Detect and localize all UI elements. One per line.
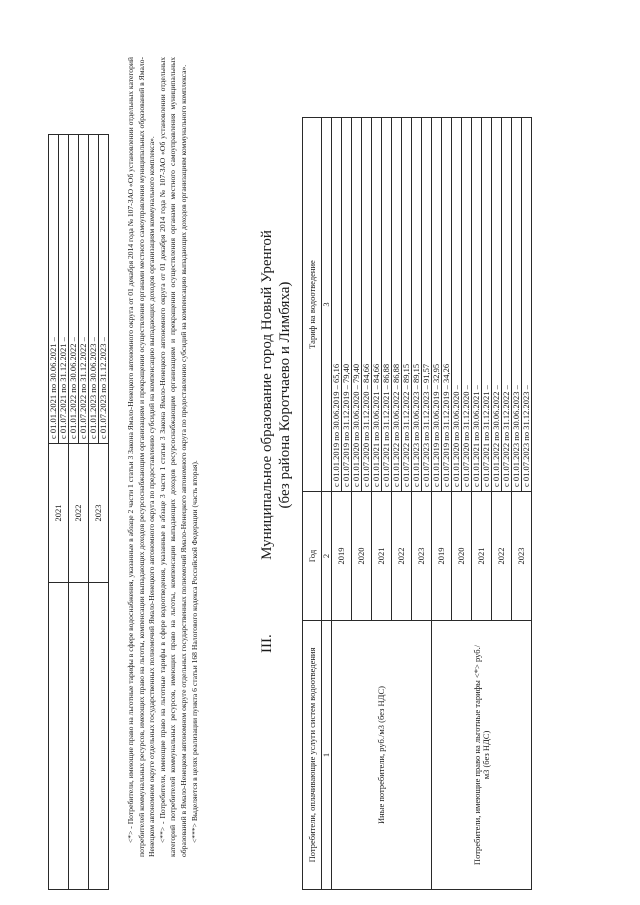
- tariff-period: с 01.01.2020 по 30.06.2020 – 79,40: [352, 118, 362, 492]
- top-table-wrapper: [48, 134, 109, 890]
- top-table-col1: [49, 721, 69, 890]
- top-table-year: 2022: [69, 444, 89, 583]
- table-row: [69, 135, 79, 890]
- col-number-2: 2: [322, 492, 332, 621]
- footnotes: [126, 57, 200, 857]
- group1-year: 2022: [392, 492, 412, 621]
- section-number: III.: [259, 634, 275, 653]
- main-table-wrapper: [302, 117, 532, 890]
- header-consumers: Потребители, оплачивающие услуги систем водоотведения: [303, 621, 322, 890]
- top-table-period: с 01.01.2021 по 30.06.2021 –: [49, 135, 59, 444]
- tariff-period: с 01.01.2023 по 30.06.2023 –: [512, 118, 522, 492]
- tariff-period: с 01.07.2021 по 31.12.2021 –: [482, 118, 492, 492]
- column-number-row: [322, 118, 332, 890]
- tariff-period: с 01.01.2019 по 30.06.2019 – 32,95: [432, 118, 442, 492]
- tariff-period: с 01.01.2023 по 30.06.2023 – 89,15: [412, 118, 422, 492]
- group2-year: 2023: [512, 492, 532, 621]
- tariff-period: с 01.07.2020 по 31.12.2020 –: [462, 118, 472, 492]
- top-table-col2: [49, 583, 69, 722]
- group2-year: 2021: [472, 492, 492, 621]
- top-table-period: с 01.07.2021 по 31.12.2021 –: [59, 135, 69, 444]
- table-row: [49, 135, 59, 890]
- tariff-period: с 01.01.2021 по 30.06.2021 – 84,66: [372, 118, 382, 492]
- header-row: [303, 118, 322, 890]
- group1-year: 2023: [412, 492, 432, 621]
- table-row: [89, 135, 99, 890]
- top-table: [48, 134, 109, 890]
- section-title-line1: Муниципальное образование город Новый Уренгой: [259, 230, 275, 560]
- tariff-period: с 01.07.2021 по 31.12.2021 – 86,88: [382, 118, 392, 492]
- tariff-period: с 01.07.2020 по 31.12.2020 – 84,66: [362, 118, 372, 492]
- top-table-year: 2023: [89, 444, 109, 583]
- tariff-period: с 01.07.2023 по 31.12.2023 –: [522, 118, 532, 492]
- col-number-3: 3: [322, 118, 332, 492]
- group2-year: 2022: [492, 492, 512, 621]
- group2-year: 2019: [432, 492, 452, 621]
- top-table-col1: [89, 721, 109, 890]
- group-label-privileged-consumers: Потребители, имеющие право на льготные тарифы <*> руб./м3 (без НДС): [432, 621, 532, 890]
- tariff-period: с 01.07.2019 по 31.12.2019 – 79,40: [342, 118, 352, 492]
- tariff-period: с 01.07.2022 по 31.12.2022 –: [502, 118, 512, 492]
- tariff-period: с 01.01.2022 по 30.06.2022 – 86,88: [392, 118, 402, 492]
- top-table-period: с 01.01.2023 по 30.06.2023 –: [89, 135, 99, 444]
- footnote-1: <*> - Потребители, имеющие право на льготные тарифы в сфере водоснабжения, указанные в абзаце 2 части 1 статьи 3 Закона Ямало-Ненецкого автономного округа от 01 декабря 2014 года № 107-ЗАО «Об установлении отдельных категорий потребителей коммунальных ресурсов, имеющих право на льготы, компенсации выпадающих доходов ресурсоснабжающим организациям и прекращении осуществления органами местного самоуправления муниципальных образований в Ямало-Ненецком автономном округе отдельных государственных полномочий Ямало-Ненецкого автономного округа по предоставлению субсидий на компенсацию выпадающих доходов организациям коммунального комплекса».: [126, 57, 157, 857]
- group1-year: 2020: [352, 492, 372, 621]
- tariff-period: с 01.07.2019 по 31.12.2019 – 34,26: [442, 118, 452, 492]
- tariff-period: с 01.01.2022 по 30.06.2022 –: [492, 118, 502, 492]
- header-tariff: Тариф на водоотведение: [303, 118, 322, 492]
- col-number-1: 1: [322, 621, 332, 890]
- top-table-year: 2021: [49, 444, 69, 583]
- group1-year: 2021: [372, 492, 392, 621]
- tariff-period: с 01.07.2022 по 31.12.2022 – 89,15: [402, 118, 412, 492]
- tariff-period: с 01.01.2021 по 30.06.2021 –: [472, 118, 482, 492]
- top-table-period: с 01.07.2023 по 31.12.2023 –: [99, 135, 109, 444]
- section-title-line2: (без района Коротчаево и Лимбяха): [277, 281, 293, 509]
- footnote-2: <**> - Потребители, имеющие право на льготные тарифы в сфере водоотведения, указанные в абзаце 3 части 1 статьи 3 Закона Ямало-Ненецкого автономного округа от 01 декабря 2014 года № 107-ЗАО «Об установлении отдельных категорий потребителей коммунальных ресурсов, имеющих право на льготы, компенсации выпадающих доходов ресурсоснабжающим организациям и прекращении осуществления органами местного самоуправления муниципальных образований в Ямало-Ненецком автономном округе отдельных государственных полномочий Ямало-Ненецкого автономного округа по предоставлению субсидий на компенсацию выпадающих доходов организациям коммунального комплекса».: [157, 57, 188, 857]
- section-title: [258, 185, 294, 605]
- group-label-other-consumers: Иные потребители, руб./м3 (без НДС): [332, 621, 432, 890]
- main-tariff-table: [302, 117, 532, 890]
- group1-year: 2019: [332, 492, 352, 621]
- top-table-period: с 01.01.2022 по 30.06.2022 –: [69, 135, 79, 444]
- top-table-period: с 01.07.2022 по 31.12.2022 –: [79, 135, 89, 444]
- tariff-period: с 01.01.2020 по 30.06.2020 –: [452, 118, 462, 492]
- tariff-period: с 01.07.2023 по 31.12.2023 – 91,57: [422, 118, 432, 492]
- table-row: [432, 118, 442, 890]
- top-table-col2: [69, 583, 89, 722]
- group2-year: 2020: [452, 492, 472, 621]
- top-table-col1: [69, 721, 89, 890]
- top-table-col2: [89, 583, 109, 722]
- footnote-3: <***> Выделяется в целях реализации пункта 6 статьи 168 Налогового кодекса Российской Федерации (часть вторая).: [189, 460, 199, 843]
- table-row: [332, 118, 342, 890]
- tariff-period: с 01.01.2019 по 30.06.2019 – 65,16: [332, 118, 342, 492]
- header-year: Год: [303, 492, 322, 621]
